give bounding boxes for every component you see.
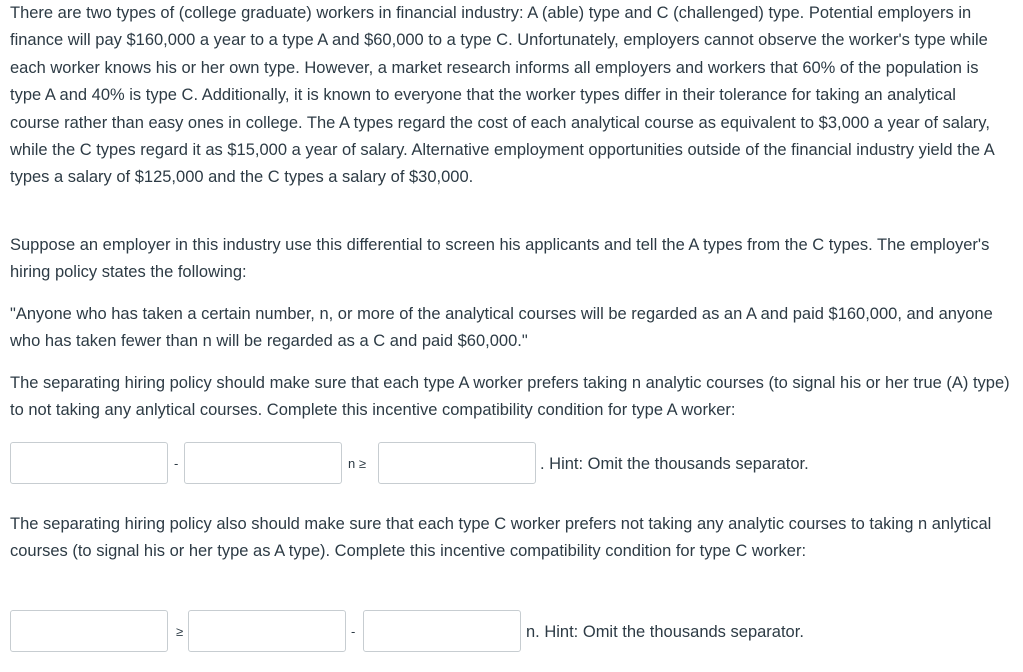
type-c-answer-field-2[interactable]: [188, 610, 346, 652]
minus-sign: -: [351, 624, 356, 639]
type-a-paragraph: The separating hiring policy should make sure that each type A worker prefers taking n analytic courses (to signal his or her true (A) type) to not taking any anlytical courses. Complete this incentive compatibility condition for type A worker:: [10, 374, 1010, 420]
policy-paragraph: Suppose an employer in this industry use this differential to screen his applicants and tell the A types from the C types. The employer's hiring policy states the following:: [10, 236, 990, 282]
type-a-answer-field-1[interactable]: [10, 442, 168, 484]
type-a-condition-row: [10, 442, 1010, 488]
type-c-condition-row: [10, 610, 1010, 656]
intro-paragraph: There are two types of (college graduate) workers in financial industry: A (able) type and C (challenged) type. Potential employers in finance will pay $160,000 a year to a type A and $60,000 to a type C. Unfortunately, employers cannot observe the worker's type while each worker knows his or her own type. However, a market research informs all employers and workers that 60% of the population is type A and 40% is type C. Additionally, it is known to everyone that the worker types differ in their tolerance for taking an analytical course rather than easy ones in college. The A types regard the cost of each analytical course as equivalent to $3,000 a year of salary, while the C types regard it as $15,000 a year of salary. Alternative employment opportunities outside of the financial industry yield the A types a salary of $125,000 and the C types a salary of $30,000.: [10, 4, 994, 187]
greater-equal-sign: ≥: [176, 624, 184, 639]
type-c-answer-field-1[interactable]: [10, 610, 168, 652]
type-c-paragraph: The separating hiring policy also should make sure that each type C worker prefers not taking any analytic courses to taking n anlytical courses (to signal his or her type as A type). Complete this incentive compatibility condition for type C worker:: [10, 515, 992, 561]
type-c-answer-field-3[interactable]: [363, 610, 521, 652]
type-a-answer-field-3[interactable]: [378, 442, 536, 484]
type-a-answer-field-2[interactable]: [184, 442, 342, 484]
type-a-hint: . Hint: Omit the thousands separator.: [540, 455, 809, 473]
n-greater-equal-sign: n ≥: [348, 456, 366, 471]
type-c-hint: n. Hint: Omit the thousands separator.: [526, 623, 804, 641]
minus-sign: -: [174, 456, 179, 471]
policy-quote: "Anyone who has taken a certain number, n, or more of the analytical courses will be regarded as an A and paid $160,000, and anyone who has taken fewer than n will be regarded as a C and paid $60,000.": [10, 305, 993, 351]
